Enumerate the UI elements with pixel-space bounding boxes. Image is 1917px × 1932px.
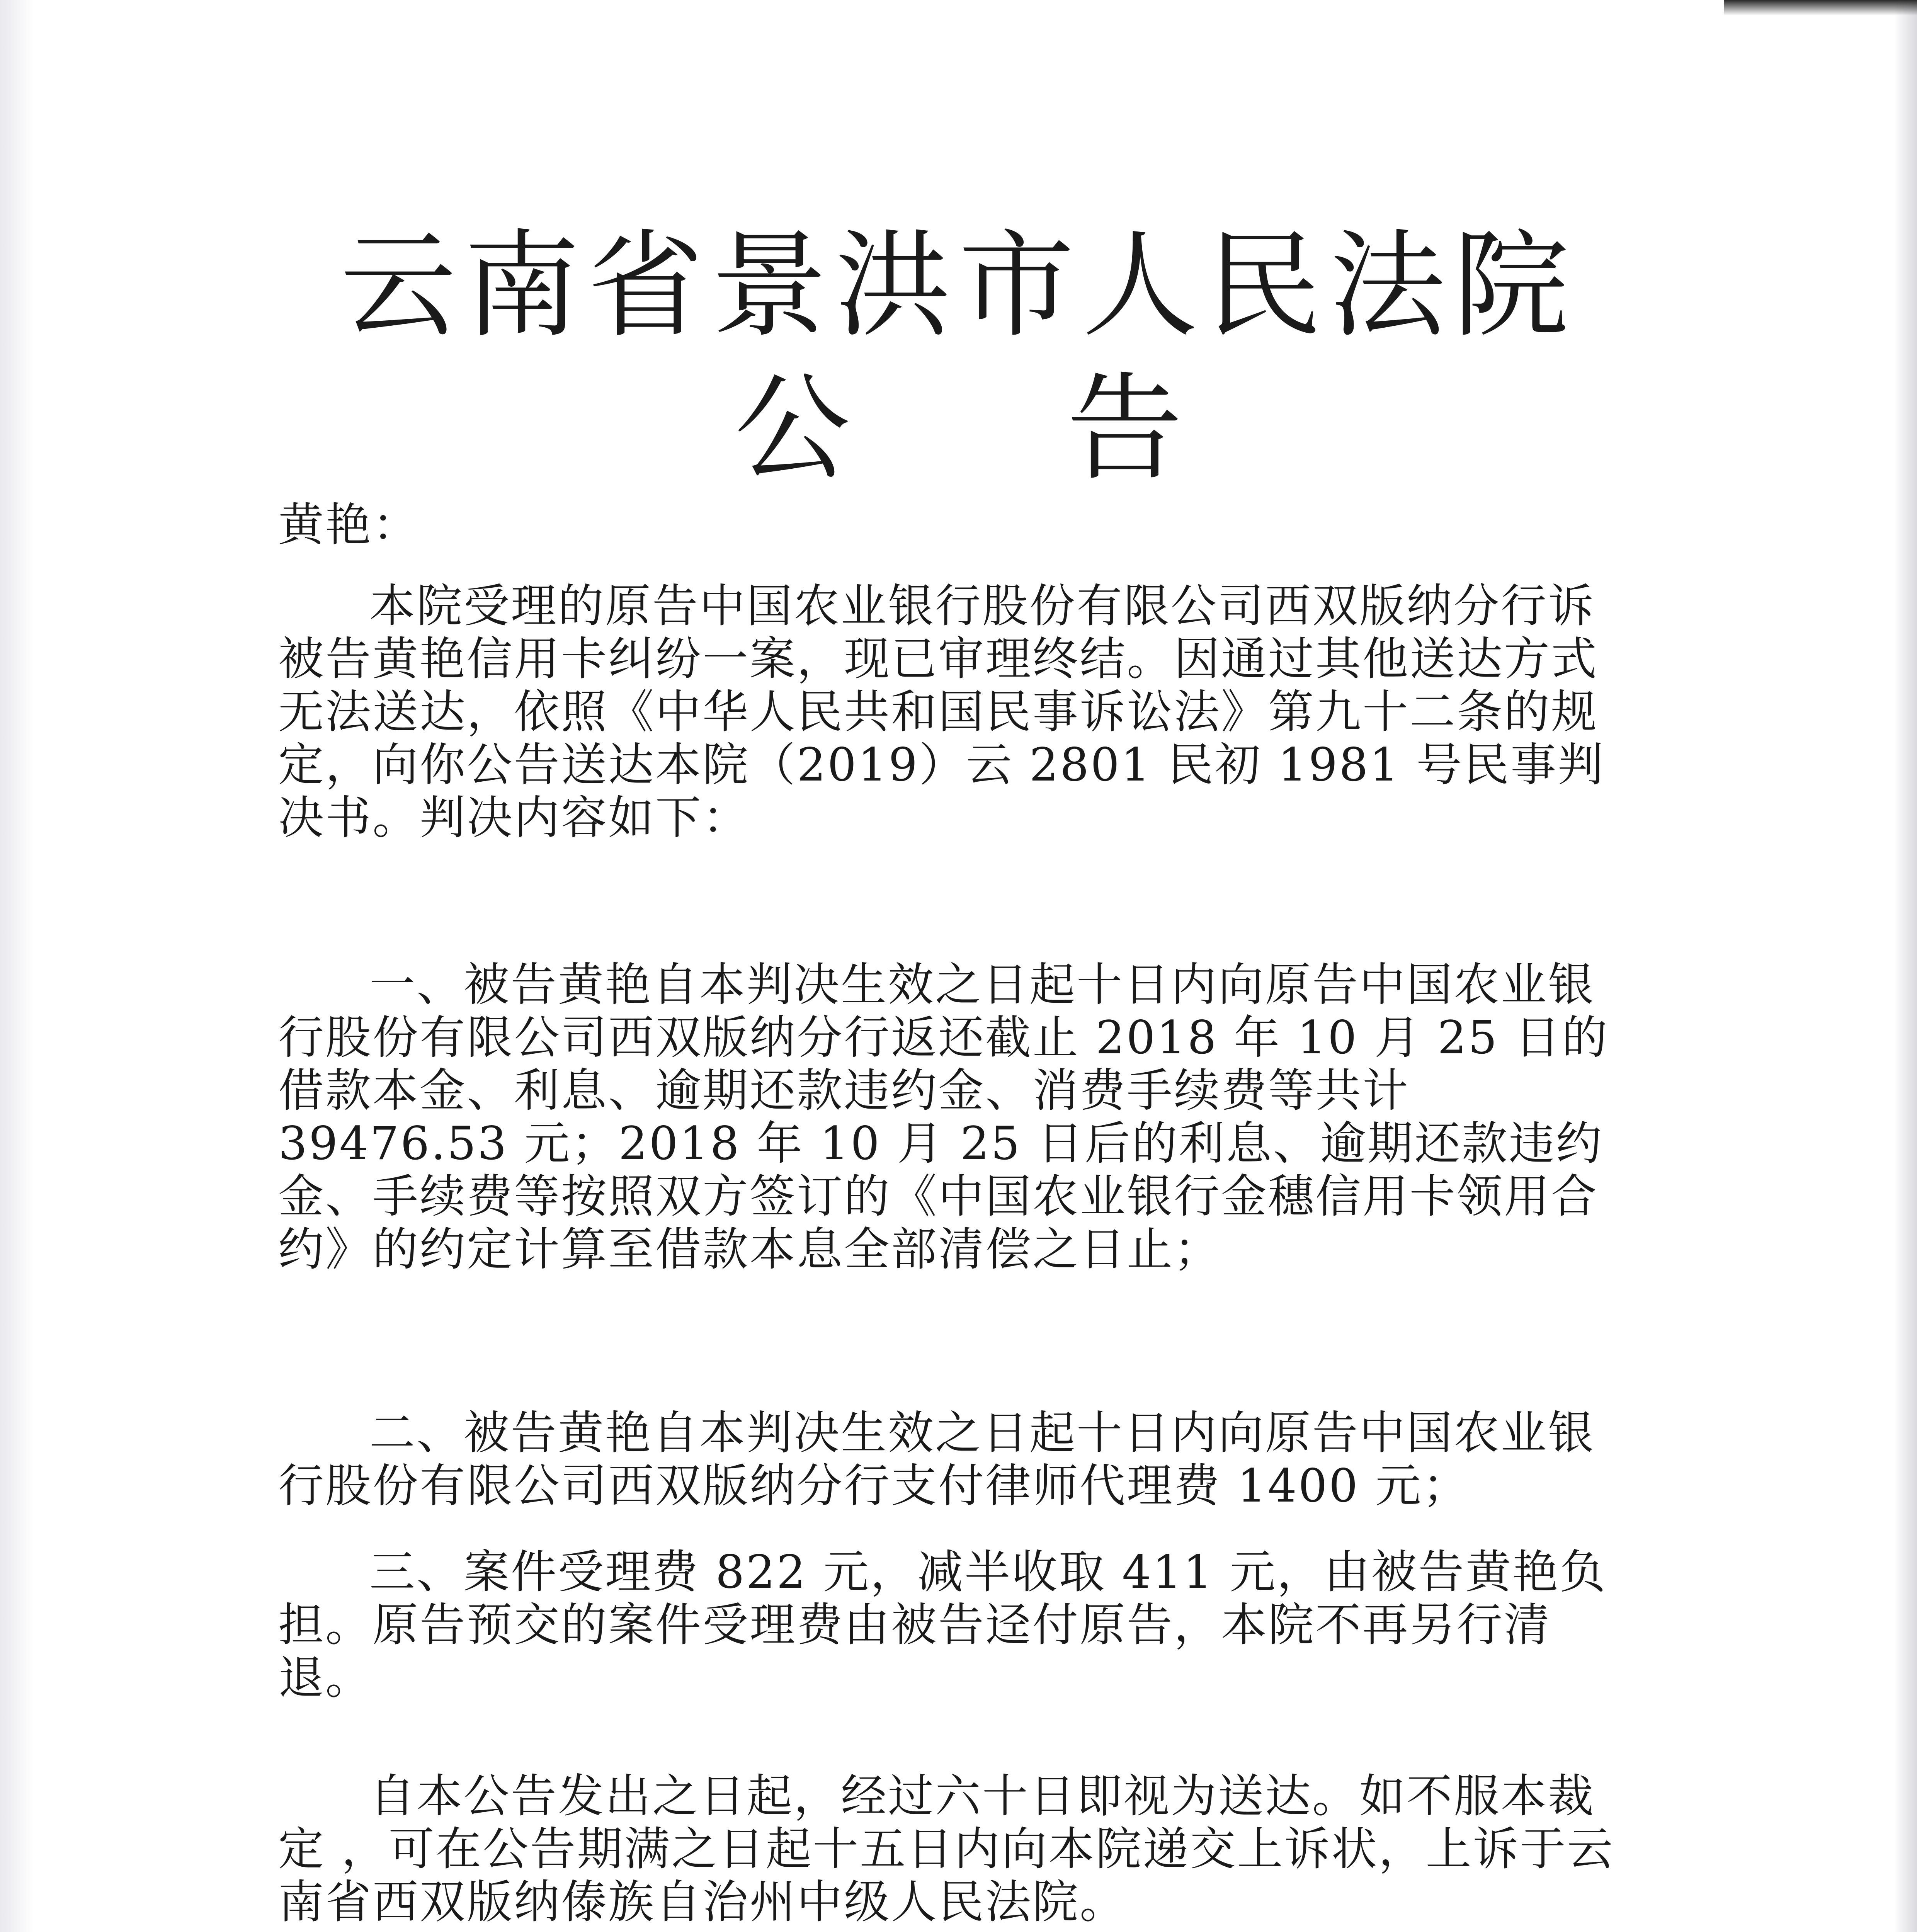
- paragraph-judgment-item-3: 三、案件受理费 822 元，减半收取 411 元，由被告黄艳负担。原告预交的案件受理费由被告迳付原告，本院不再另行清退。: [278, 1545, 1607, 1704]
- paragraph-judgment-item-2: 二、被告黄艳自本判决生效之日起十日内向原告中国农业银行股份有限公司西双版纳分行支付律师代理费 1400 元；: [278, 1406, 1596, 1512]
- scan-edge-top: [1724, 0, 1917, 15]
- court-name-heading: 云南省景洪市人民法院: [340, 218, 1577, 353]
- paragraph-judgment-item-1: 一、被告黄艳自本判决生效之日起十日内向原告中国农业银行股份有限公司西双版纳分行返还截止 2018 年 10 月 25 日的借款本金、利息、逾期还款违约金、消费手续费等共计 39476.53 元；2018 年 10 月 25 日后的利息、逾期还款违约金、手续费等按照双方签订的《中国农业银行金穗信用卡领用合约》的约定计算至借款本息全部清偿之日止；: [278, 958, 1609, 1276]
- addressee: 黄艳：: [278, 498, 420, 551]
- paragraph-intro: 本院受理的原告中国农业银行股份有限公司西双版纳分行诉被告黄艳信用卡纠纷一案，现已审理终结。因通过其他送达方式无法送达，依照《中华人民共和国民事诉讼法》第九十二条的规定，向你公告送达本院（2019）云 2801 民初 1981 号民事判决书。判决内容如下：: [278, 579, 1605, 844]
- announcement-heading: 公告: [734, 361, 1399, 496]
- paragraph-service-notice: 自本公告发出之日起，经过六十日即视为送达。如不服本裁定 ，可在公告期满之日起十五日内向本院递交上诉状，上诉于云南省西双版纳傣族自治州中级人民法院。: [278, 1769, 1614, 1929]
